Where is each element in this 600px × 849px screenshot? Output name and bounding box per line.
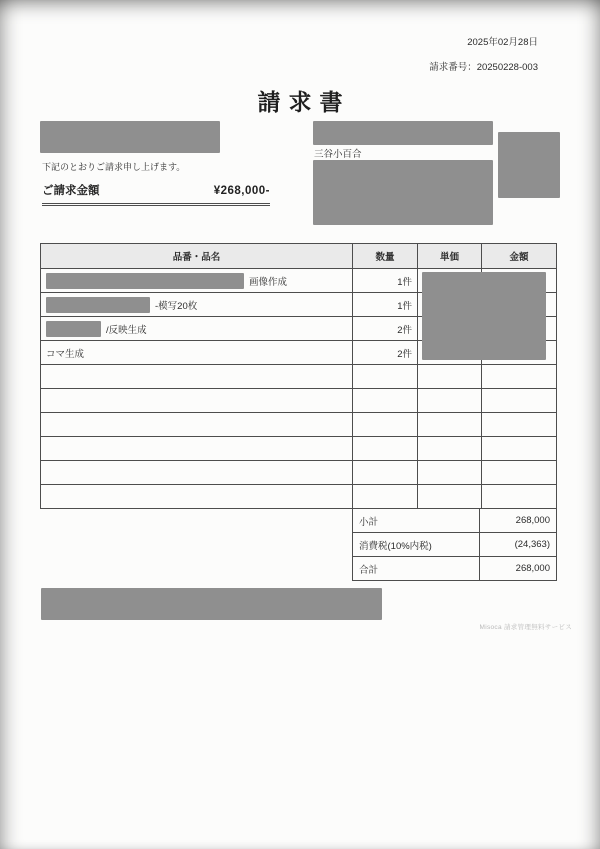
col-header-amount: 金額 — [482, 244, 557, 269]
issuer-redaction-box-bottom — [313, 160, 493, 225]
empty-table-row — [41, 437, 557, 461]
total-value: 268,000 — [480, 557, 557, 581]
totals-table — [352, 508, 557, 581]
subtotal-value: 268,000 — [480, 509, 557, 533]
item-redaction-box — [46, 321, 101, 337]
item-qty: 2件 — [353, 317, 418, 341]
empty-table-row — [41, 365, 557, 389]
subtotal-label: 小計 — [353, 509, 480, 533]
item-redaction-box — [46, 297, 150, 313]
tax-row — [353, 533, 557, 557]
service-watermark: Misoca 請求管理無料サービス — [479, 624, 572, 631]
item-name: 画像作成 — [249, 276, 288, 288]
item-qty: 1件 — [353, 269, 418, 293]
greeting-text: 下記のとおりご請求申し上げます。 — [42, 162, 186, 172]
items-header-row — [41, 244, 557, 269]
total-row — [353, 557, 557, 581]
recipient-redaction-box — [40, 121, 220, 153]
item-name: コマ生成 — [46, 348, 85, 360]
item-qty: 2件 — [353, 341, 418, 365]
issuer-redaction-box-top — [313, 121, 493, 145]
item-redaction-box — [46, 273, 244, 289]
col-header-unit-price: 単価 — [418, 244, 482, 269]
empty-table-row — [41, 389, 557, 413]
invoice-number-line — [429, 59, 538, 73]
invoice-number-label: 請求番号： — [429, 62, 477, 73]
col-header-item: 品番・品名 — [41, 244, 353, 269]
issue-date: 2025年02月28日 — [467, 37, 538, 48]
item-name: /反映生成 — [106, 324, 147, 336]
billing-amount-value: ¥268,000- — [213, 185, 270, 197]
empty-table-row — [41, 485, 557, 509]
price-columns-redaction-box — [422, 272, 546, 360]
col-header-qty: 数量 — [353, 244, 418, 269]
page-title: 請求書 — [257, 89, 351, 115]
empty-table-row — [41, 461, 557, 485]
item-name: -模写20枚 — [155, 300, 198, 312]
billing-amount-row — [42, 182, 270, 206]
empty-table-row — [41, 413, 557, 437]
billing-amount-label: ご請求金額 — [42, 185, 100, 197]
issuer-name: 三谷小百合 — [314, 149, 362, 160]
tax-label: 消費税(10%内税) — [353, 533, 480, 557]
stamp-redaction-box — [498, 132, 560, 198]
tax-value: (24,363) — [480, 533, 557, 557]
subtotal-row — [353, 509, 557, 533]
item-qty: 1件 — [353, 293, 418, 317]
bank-info-redaction-box — [41, 588, 382, 620]
total-label: 合計 — [353, 557, 480, 581]
invoice-number: 20250228-003 — [476, 62, 538, 73]
